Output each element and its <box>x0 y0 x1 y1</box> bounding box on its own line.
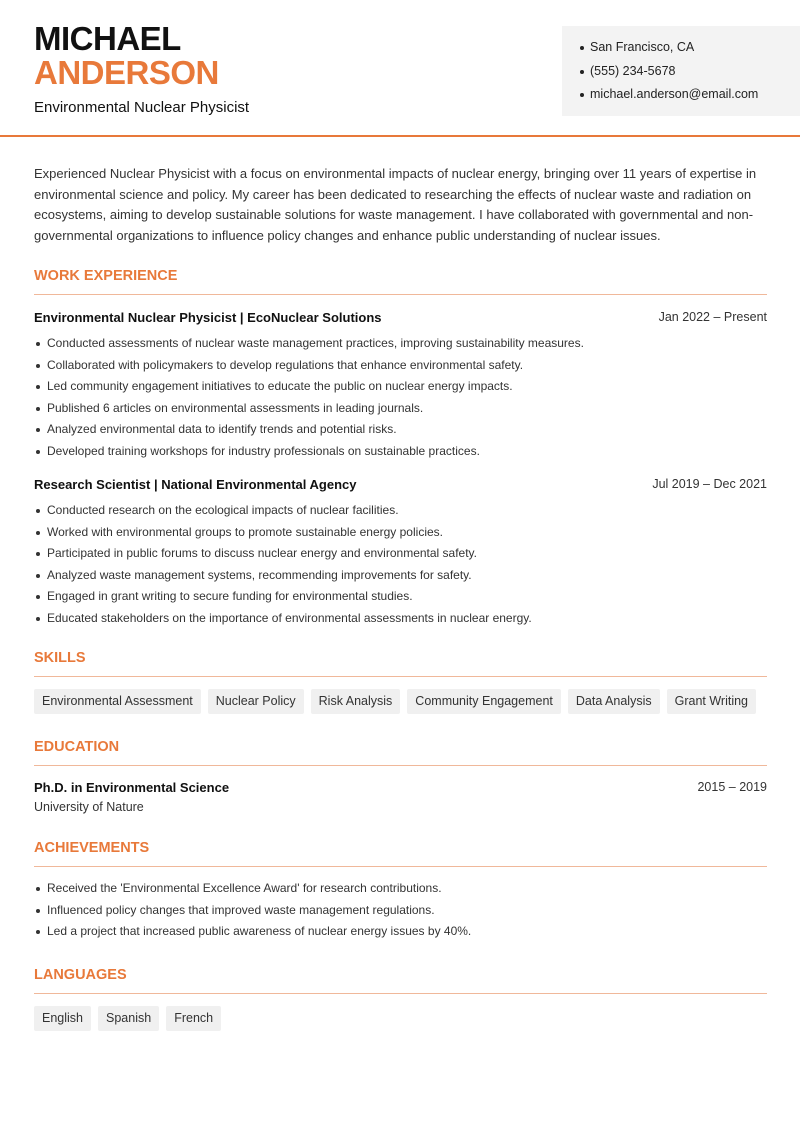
section-title-achievements: ACHIEVEMENTS <box>34 840 767 867</box>
language-tag: Spanish <box>98 1006 159 1031</box>
list-item: Engaged in grant writing to secure funding for environmental studies. <box>34 587 767 609</box>
list-item: Published 6 articles on environmental assessments in leading journals. <box>34 399 767 421</box>
list-item: Worked with environmental groups to promote sustainable energy policies. <box>34 523 767 545</box>
first-name: MICHAEL <box>34 20 181 57</box>
contact-box <box>562 26 800 116</box>
job-bullets <box>34 334 767 463</box>
skills-tags <box>34 689 756 714</box>
list-item: Influenced policy changes that improved waste management regulations. <box>34 901 767 923</box>
contact-location: San Francisco, CA <box>580 38 800 62</box>
job-heading: Research Scientist | National Environmental Agency <box>34 477 357 492</box>
skill-tag: Environmental Assessment <box>34 689 201 714</box>
job-bullets <box>34 501 767 630</box>
list-item: Analyzed waste management systems, recommending improvements for safety. <box>34 566 767 588</box>
contact-phone: (555) 234-5678 <box>580 62 800 86</box>
list-item: Analyzed environmental data to identify trends and potential risks. <box>34 420 767 442</box>
skill-tag: Data Analysis <box>568 689 660 714</box>
list-item: Educated stakeholders on the importance of environmental assessments in nuclear energy. <box>34 609 767 631</box>
skill-tag: Nuclear Policy <box>208 689 304 714</box>
education-dates: 2015 – 2019 <box>697 780 767 794</box>
language-tag: French <box>166 1006 221 1031</box>
summary-paragraph: Experienced Nuclear Physicist with a focus on environmental impacts of nuclear energy, bringing over 11 years of expertise in environmental science and policy. My career has been dedicated to researching the effects of nuclear waste and radiation on ecosystems, aiming to develop sustainable solutions for waste management. I have collaborated with governmental and non-governmental organizations to influence policy changes and enhance public understanding of nuclear issues. <box>34 166 757 244</box>
skill-tag: Grant Writing <box>667 689 756 714</box>
section-title-work: WORK EXPERIENCE <box>34 268 767 295</box>
skill-tag: Risk Analysis <box>311 689 401 714</box>
achievement-bullets <box>34 879 767 944</box>
list-item: Developed training workshops for industry professionals on sustainable practices. <box>34 442 767 464</box>
section-title-skills: SKILLS <box>34 650 767 677</box>
list-item: Participated in public forums to discuss nuclear energy and environmental safety. <box>34 544 767 566</box>
job-role: Environmental Nuclear Physicist <box>34 99 250 116</box>
list-item: Conducted research on the ecological impacts of nuclear facilities. <box>34 501 767 523</box>
school-name: University of Nature <box>34 800 144 814</box>
language-tag: English <box>34 1006 91 1031</box>
job-heading: Environmental Nuclear Physicist | EcoNuclear Solutions <box>34 310 382 325</box>
language-tags <box>34 1006 221 1031</box>
skill-tag: Community Engagement <box>407 689 561 714</box>
job-dates: Jul 2019 – Dec 2021 <box>652 477 767 491</box>
resume-header <box>0 0 800 137</box>
degree-title: Ph.D. in Environmental Science <box>34 780 230 795</box>
list-item: Led a project that increased public awareness of nuclear energy issues by 40%. <box>34 922 767 944</box>
last-name: ANDERSON <box>34 54 219 91</box>
job-dates: Jan 2022 – Present <box>658 310 767 324</box>
list-item: Received the 'Environmental Excellence Award' for research contributions. <box>34 879 767 901</box>
full-name <box>34 22 219 90</box>
section-title-education: EDUCATION <box>34 739 767 766</box>
list-item: Collaborated with policymakers to develop regulations that enhance environmental safety. <box>34 356 767 378</box>
contact-email[interactable]: michael.anderson@email.com <box>580 85 800 109</box>
list-item: Led community engagement initiatives to educate the public on nuclear energy impacts. <box>34 377 767 399</box>
section-title-languages: LANGUAGES <box>34 967 767 994</box>
list-item: Conducted assessments of nuclear waste management practices, improving sustainability measures. <box>34 334 767 356</box>
